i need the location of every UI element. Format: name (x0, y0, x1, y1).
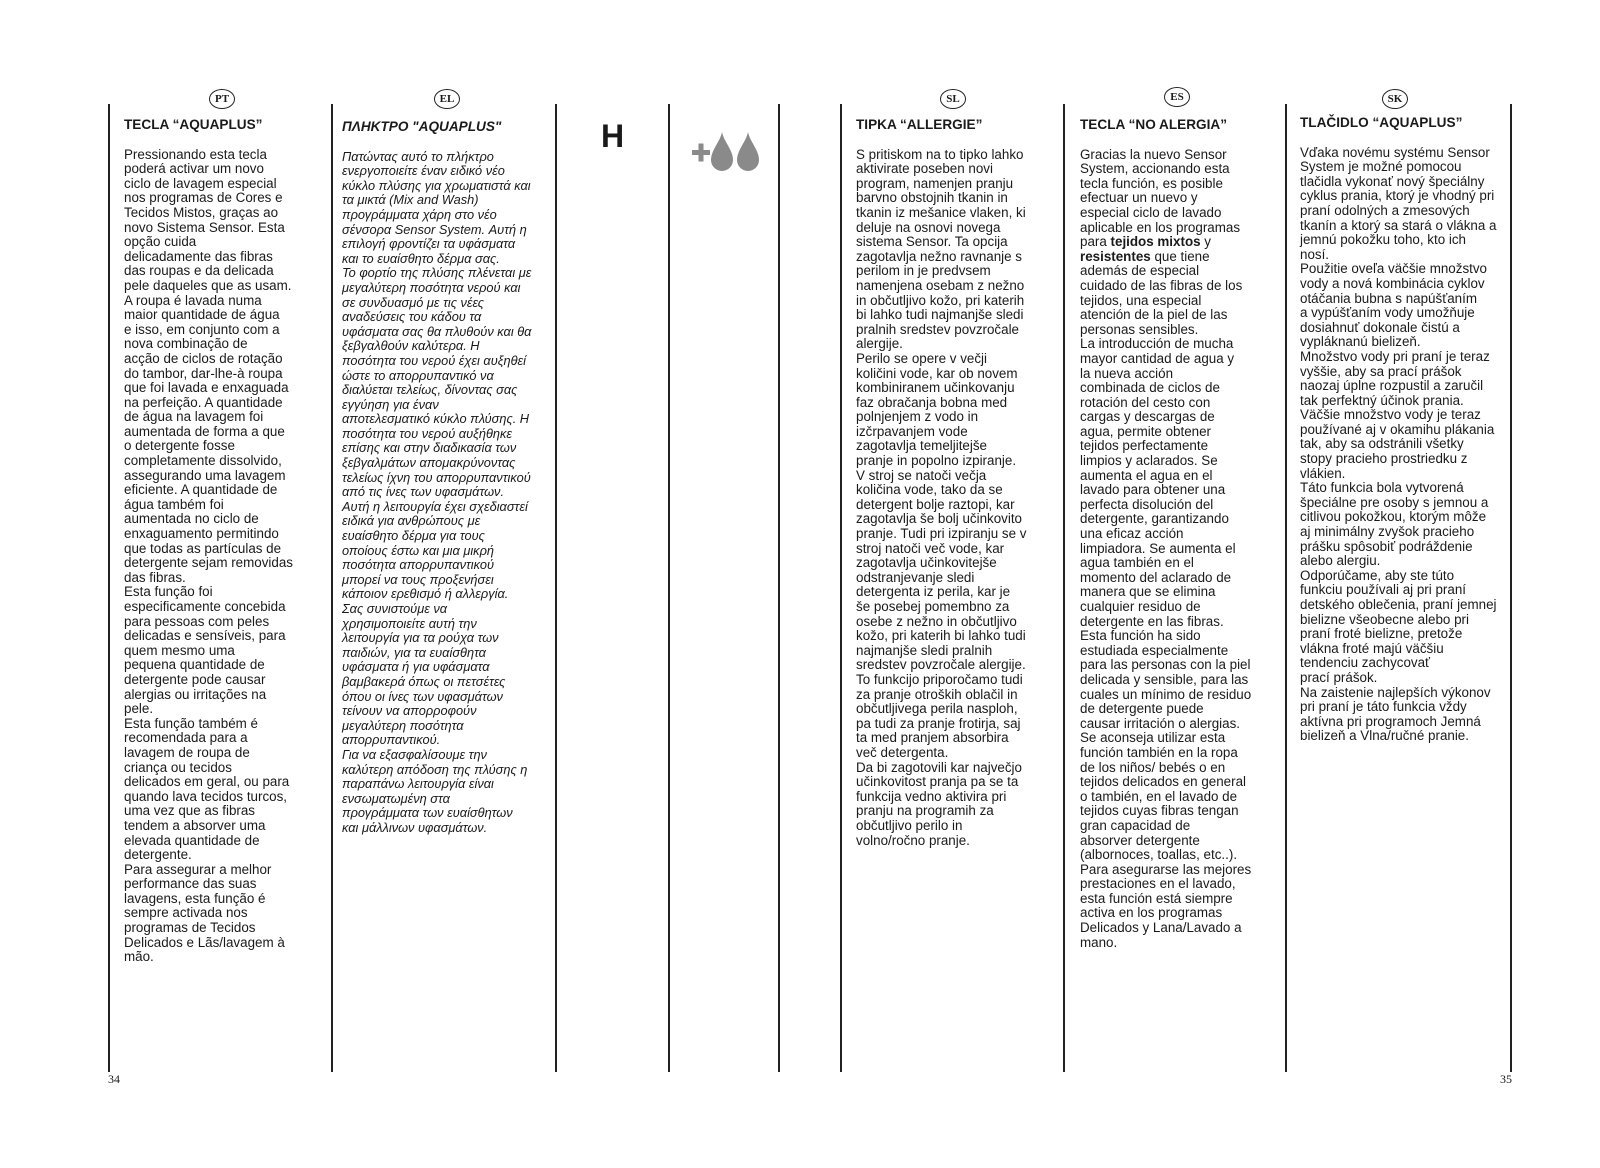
section-body: Vďaka novému systému Sensor System je možné pomocou tlačidla vykonať nový špeciálny cyklus prania, ktorý je vhodný pri praní odolných a zmesových tkanín a ktorý sa stará o vlákna a jemnú pokožku toho, kto ich nosí. Použitie oveľa väčšie množstvo vody a nová kombinácia cyklov otáčania bubna s napúšťaním a vypúšťaním vody umožňuje dosiahnuť dokonale čistú a vypláknanú bielizeň. Množstvo vody pri praní je teraz vyššie, aby sa prací prášok naozaj úplne rozpustil a zaručil tak perfektný účinok prania. Väčšie množstvo vody je teraz používané aj v okamihu plákania tak, aby sa odstránili všetky stopy pracieho prostriedku z vlákien. Táto funkcia bola vytvorená špeciálne pre osoby s jemnou a citlivou pokožkou, ktorým môže aj minimálny zvyšok pracieho prášku spôsobiť podráždenie alebo alergiu. Odporúčame, aby ste túto funkciu používali aj pri praní detského oblečenia, praní jemnej bielizne všeobecne alebo pri praní froté bielizne, pretože vlákna froté majú väčšiu tendenciu zachycovať prací prášok. Na zaistenie najlepších výkonov pri praní je táto funkcia vždy aktívna pri programoch Jemná bielizeň a Vlna/ručné pranie. (1300, 144, 1497, 744)
column-rule (555, 104, 557, 1072)
language-badge-sk: SK (1382, 89, 1408, 109)
section-body: Pressionando esta tecla poderá activar um novo ciclo de lavagem especial nos programas de Cores e Tecidos Mistos, graças ao novo Sistema Sensor. Esta opção cuida delicadamente das fibras das roupas e da delicada pele daqueles que as usam. A roupa é lavada numa maior quantidade de água e isso, em conjunto com a nova combinação de acção de ciclos de rotação do tambor, dar-lhe-à roupa que foi lavada e enxaguada na perfeição. A quantidade de água na lavagem foi aumentada de forma a que o detergente fosse completamente dissolvido, assegurando uma lavagem eficiente. A quantidade de água também foi aumentada no ciclo de enxaguamento permitindo que todas as partículas de detergente sejam removidas das fibras. Esta função foi especificamente concebida para pessoas com peles delicadas e sensíveis, para quem mesmo uma pequena quantidade de detergente pode causar alergias ou irritações na pele. Esta função também é recomendada para a lavagem de roupa de criança ou tecidos delicados em geral, ou para quando lava tecidos turcos, uma vez que as fibras tendem a absorver uma elevada quantidade de detergente. Para assegurar a melhor performance das suas lavagens, esta função é sempre activada nos programas de Tecidos Delicados e Lãs/lavagem à mão. (124, 146, 293, 965)
language-badge-es: ES (1164, 87, 1190, 107)
column-rule (668, 104, 670, 1072)
page-number-left: 34 (108, 1072, 120, 1086)
section-body: S pritiskom na to tipko lahko aktivirate poseben novi program, namenjen pranju barvno obstojnih tkanin in tkanin iz mešanice vlaken, ki deluje na osnovi novega sistema Sensor. Ta opcija zagotavlja nežno ravnanje s perilom in je predvsem namenjena osebam z nežno in občutljivo kožo, pri katerih bi lahko tudi najmanjše sledi pralnih sredstev povzročale alergije. Perilo se opere v večji količini vode, kar ob novem kombiniranem učinkovanju faz obračanja bobna med polnjenjem z vodo in izčrpavanjem vode zagotavlja temeljitejše pranje in popolno izpiranje. V stroj se natoči večja količina vode, tako da se detergent bolje raztopi, kar zagotavlja še bolj učinkovito pranje. Tudi pri izpiranju se v stroj natoči več vode, kar zagotavlja učinkovitejše odstranjevanje sledi detergenta iz perila, kar je še posebej pomembno za osebe z nežno in občutljivo kožo, pri katerih bi lahko tudi najmanjše sledi pralnih sredstev povzročale alergije. To funkcijo priporočamo tudi za pranje otroških oblačil in občutljivega perila nasploh, pa tudi za pranje frotirja, saj ta med pranjem absorbira več detergenta. Da bi zagotovili kar največjo učinkovitost pranja pa se ta funkcija vedno aktivira pri pranju na programih za občutljivo perilo in volno/ročno pranje. (856, 146, 1027, 848)
section-body-part: Gracias la nuevo Sensor System, accionando esta tecla función, es posible efectuar un nuevo y especial ciclo de lavado aplicable en los programas para (1080, 146, 1241, 250)
section-es (1080, 118, 1285, 950)
section-sk (1300, 116, 1512, 744)
language-badge-pt: PT (209, 89, 235, 109)
section-title: TECLA “NO ALERGIA” (1080, 117, 1228, 132)
section-body-part: y (1204, 234, 1211, 250)
column-rule (331, 104, 333, 1072)
column-rule (108, 104, 110, 1072)
section-title: TLAČIDLO “AQUAPLUS” (1300, 115, 1463, 130)
section-sl (856, 118, 1061, 848)
section-title: ΠΛΗΚΤΡΟ "AQUAPLUS" (342, 119, 502, 134)
section-title: TIPKA “ALLERGIE” (856, 117, 983, 132)
section-letter: H (601, 118, 625, 154)
language-badge-sl: SL (940, 89, 966, 109)
language-badge-el: EL (434, 89, 460, 109)
section-title: TECLA “AQUAPLUS” (124, 117, 263, 132)
section-body-part: que tiene además de especial cuidado de las fibras de los tejidos, una especial atención de la piel de las personas sensibles. La introducción de mucha mayor cantidad de agua y la nueva acción combinada de ciclos de rotación del cesto con cargas y descargas de agua, permite obtener tejidos perfectamente limpios y aclarados. Se aumenta el agua en el lavado para obtener una perfecta disolución del detergente, garantizando una eficaz acción limpiadora. Se aumenta el agua también en el momento del aclarado de manera que se elimina cualquier residuo de detergente en las fibras. Esta función ha sido estudiada especialmente para las personas con la piel delicada y sensible, para las cuales un mínimo de residuo de detergente puede causar irritación o alergias. Se aconseja utilizar esta función también en la ropa de los niños/ bebés o en tejidos delicados en general o también, en el lavado de tejidos cuyas fibras tengan gran capacidad de absorver detergente (albornoces, toallas, etc..). Para asegurarse las mejores prestaciones en el lavado, esta función está siempre activa en los programas Delicados y Lana/Lavado a mano. (1080, 248, 1252, 950)
section-body-bold: tejidos mixtos (1110, 234, 1201, 250)
section-pt (124, 118, 324, 965)
section-body-bold: resistentes (1080, 248, 1151, 264)
section-body (1080, 148, 1285, 951)
page-number-right: 35 (1500, 1072, 1512, 1086)
column-rule (1285, 104, 1287, 1072)
column-rule (1063, 104, 1065, 1072)
column-rule (840, 104, 842, 1072)
section-el (342, 120, 554, 836)
section-body: Πατώντας αυτό το πλήκτρο ενεργοποιείτε έναν ειδικό νέο κύκλο πλύσης για χρωματιστά και τα μικτά (Mix and Wash) προγράμματα χάρη στο νέο σένσορα Sensor System. Αυτή η επιλογή φροντίζει τα υφάσματα και το ευαίσθητο δέρμα σας. Το φορτίο της πλύσης πλένεται με μεγαλύτερη ποσότητα νερού και σε συνδυασμό με τις νέες αναδεύσεις του κάδου τα υφάσματα σας θα πλυθούν και θα ξεβγαλθούν καλύτερα. Η ποσότητα του νερού έχει αυξηθεί ώστε το απορρυπαντικό να διαλύεται τελείως, δίνοντας σας εγγύηση για έναν αποτελεσματικό κύκλο πλύσης. Η ποσότητα του νερού αυξήθηκε επίσης και στην διαδικασία των ξεβγαλμάτων απομακρύνοντας τελείως ίχνη του απορρυπαντικού από τις ίνες των υφασμάτων. Αυτή η λειτουργία έχει σχεδιαστεί ειδικά για ανθρώπους με ευαίσθητο δέρμα για τους οποίους έστω και μια μικρή ποσότητα απορρυπαντικού μπορεί να τους προξενήσει κάποιον ερεθισμό ή αλλεργία. Σας συνιστούμε να χρησιμοποιείτε αυτή την λειτουργία για τα ρούχα των παιδιών, για τα ευαίσθητα υφάσματα ή για υφάσματα βαμβακερά όπως οι πετσέτες όπου οι ίνες των υφασμάτων τείνουν να απορροφούν μεγαλύτερη ποσότητα απορρυπαντικού. Για να εξασφαλίσουμε την καλύτερη απόδοση της πλύσης η παραπάνω λειτουργία είναι ενσωματωμένη στα προγράμματα των ευαίσθητων και μάλλινων υφασμάτων. (342, 148, 532, 835)
column-rule (778, 104, 780, 1072)
plus-water-drops-icon (690, 130, 770, 174)
